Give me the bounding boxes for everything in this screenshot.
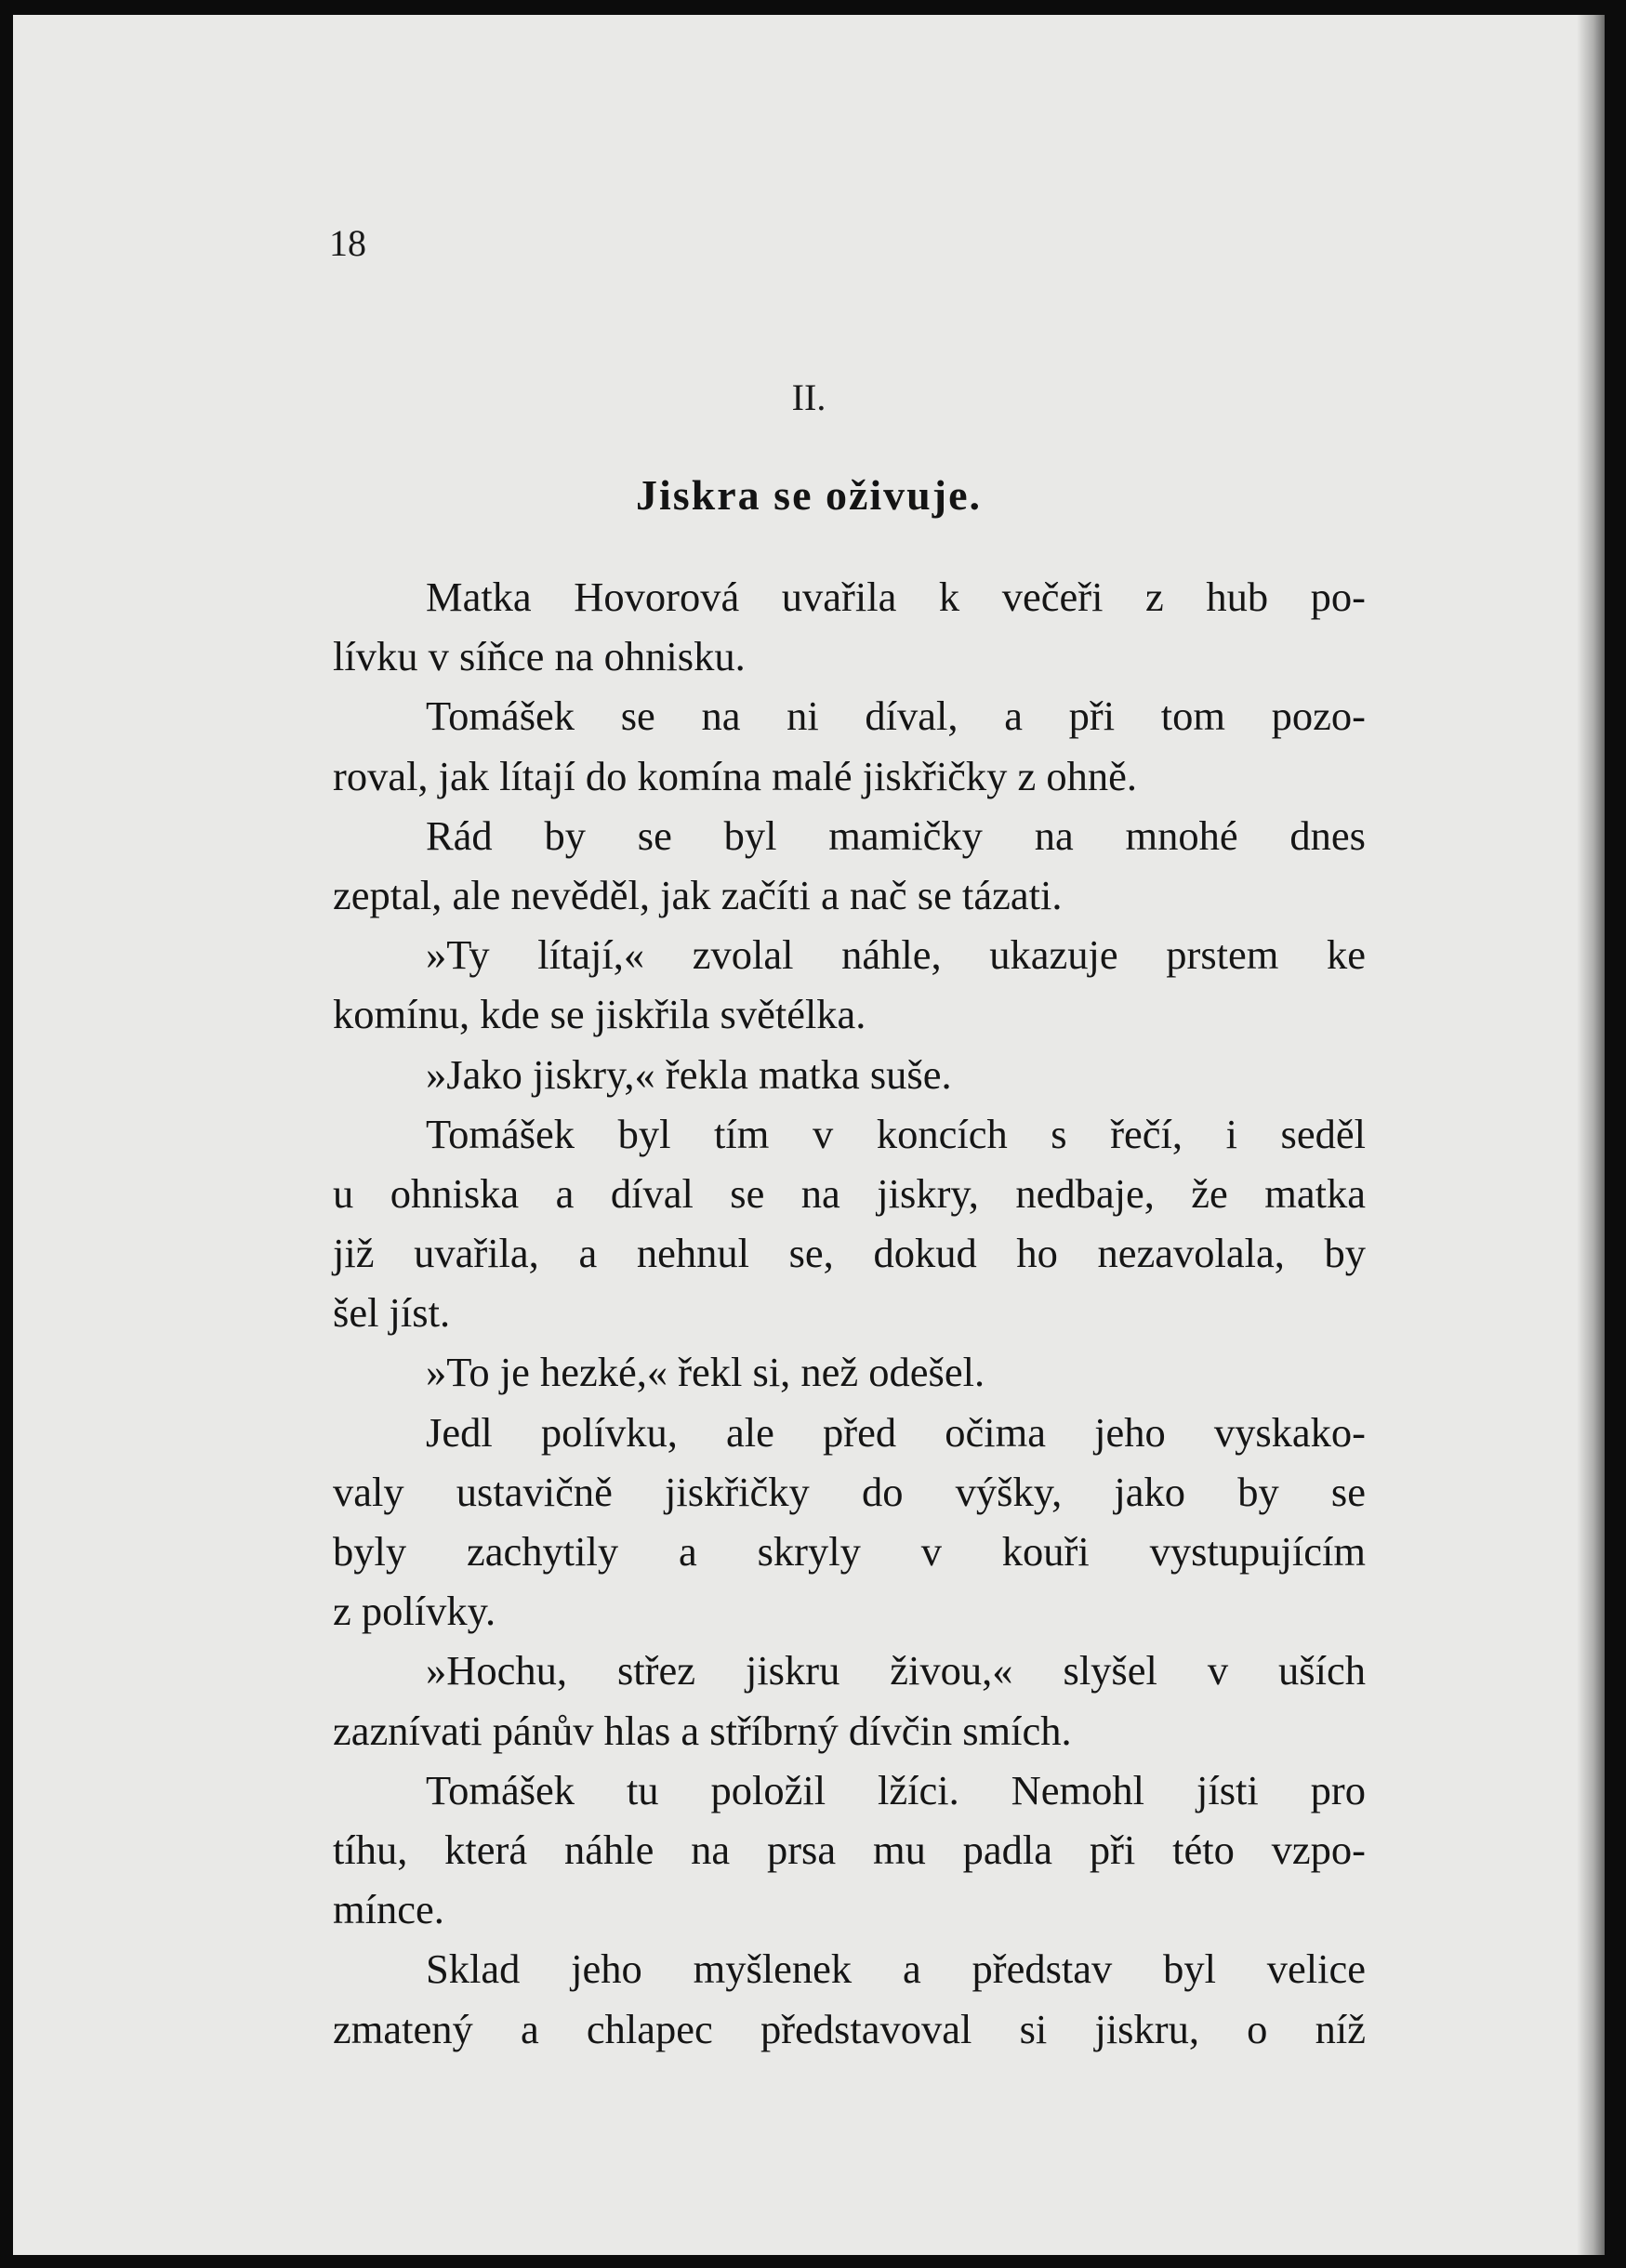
text-line: roval, jak lítají do komína malé jiskřičky z ohně. [333, 752, 1138, 799]
text-line: Tomášek se na ni díval, a při tom pozo- [426, 692, 1366, 740]
text-line: Tomášek byl tím v koncích s řečí, i seděl [426, 1110, 1366, 1157]
text-line: »To je hezké,« řekl si, než odešel. [426, 1349, 985, 1396]
text-line: Rád by se byl mamičky na mnohé dnes [426, 811, 1366, 859]
chapter-number: II. [791, 376, 826, 418]
text-line: »Hochu, střez jiskru živou,« slyšel v uších [426, 1647, 1366, 1694]
text-line: u ohniska a díval se na jiskry, nedbaje, že matka [333, 1169, 1366, 1217]
book-page [13, 15, 1605, 2255]
text-line: mínce. [333, 1886, 444, 1933]
text-line: tíhu, která náhle na prsa mu padla při této vzpo- [333, 1826, 1366, 1873]
text-line: »Ty lítají,« zvolal náhle, ukazuje prstem ke [426, 931, 1366, 979]
text-line: zmatený a chlapec představoval si jiskru, o níž [333, 2005, 1366, 2052]
chapter-title: Jiskra se oživuje. [635, 471, 982, 519]
text-line: zaznívati pánův hlas a stříbrný dívčin smích. [333, 1707, 1072, 1754]
text-line: Jedl polívku, ale před očima jeho vyskako- [426, 1408, 1366, 1456]
page-edge-shadow [1577, 15, 1605, 2255]
text-line: Tomášek tu položil lžíci. Nemohl jísti pro [426, 1766, 1366, 1813]
text-line: byly zachytily a skryly v kouři vystupujícím [333, 1528, 1366, 1575]
text-line: z polívky. [333, 1588, 496, 1635]
text-line: zeptal, ale nevěděl, jak začíti a nač se tázati. [333, 871, 1063, 918]
text-line: lívku v síňce na ohnisku. [333, 633, 746, 680]
text-line: již uvařila, a nehnul se, dokud ho nezavolala, by [333, 1230, 1366, 1277]
text-line: »Jako jiskry,« řekla matka suše. [426, 1050, 952, 1098]
text-line: valy ustavičně jiskřičky do výšky, jako by se [333, 1468, 1366, 1515]
body-text [333, 567, 1366, 2059]
text-line: Sklad jeho myšlenek a představ byl velice [426, 1945, 1366, 1993]
text-line: Matka Hovorová uvařila k večeři z hub po- [426, 574, 1366, 620]
text-line: šel jíst. [333, 1289, 451, 1337]
text-line: komínu, kde se jiskřila světélka. [333, 991, 866, 1038]
page-number: 18 [329, 222, 366, 264]
